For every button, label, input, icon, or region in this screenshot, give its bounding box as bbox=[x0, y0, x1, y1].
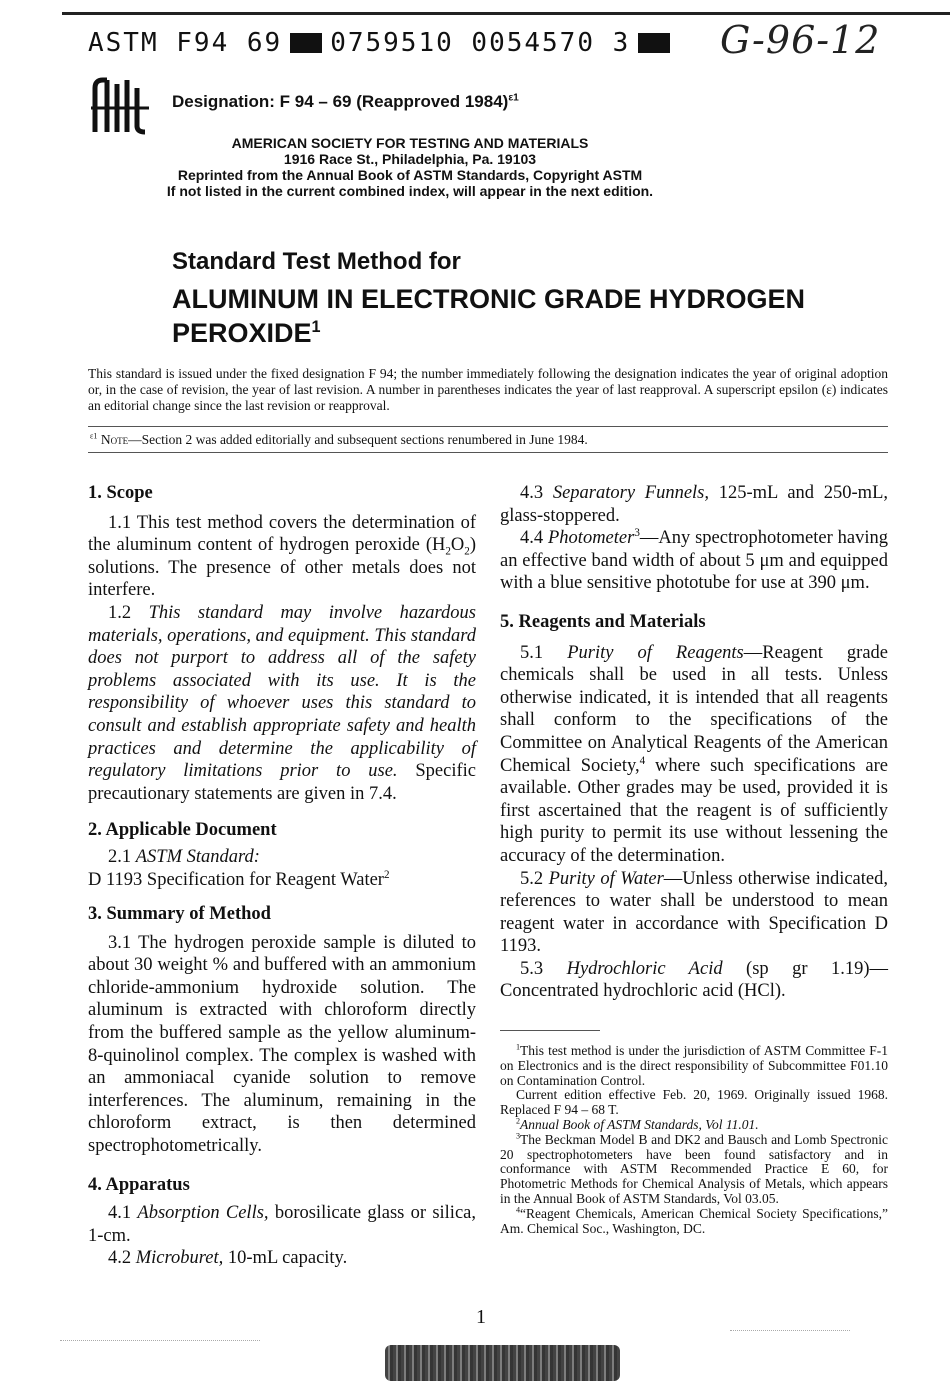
handwritten-note: G-96-12 bbox=[720, 18, 881, 62]
divider bbox=[88, 426, 888, 427]
paragraph-4-1: 4.1 Absorption Cells, borosilicate glass or silica, 1-cm. bbox=[88, 1203, 476, 1246]
divider bbox=[88, 452, 888, 453]
paragraph-5-3: 5.3 Hydrochloric Acid (sp gr 1.19)—Concentrated hydrochloric acid (HCl). bbox=[500, 958, 889, 1002]
section-heading-summary: 3. Summary of Method bbox=[88, 904, 271, 925]
paragraph-1-2: 1.2 This standard may involve hazardous materials, operations, and equipment. This standard does not purport to address all of the safety problems associated with its use. It is the responsibility of whoever uses this standard to consult and establish appropriate safety and health practices and determine the applicability of regulatory limitations prior to use. Specific precautionary statements are given in 7.4. bbox=[88, 602, 477, 804]
paragraph-1-1: 1.1 This test method covers the determination of the aluminum content of hydrogen peroxide $(H_2O_2)$ solutions. The presence of other metals does not interfere. bbox=[88, 512, 476, 601]
publisher-line: Reprinted from the Annual Book of ASTM Standards, Copyright ASTM bbox=[177, 167, 643, 183]
title-superscript: 1 bbox=[311, 318, 321, 336]
redaction-block bbox=[290, 33, 322, 53]
section-heading-scope: 1. Scope bbox=[88, 483, 153, 503]
scan-noise bbox=[730, 1330, 850, 1331]
footnote-1-edition: Current edition effective Feb. 20, 1969. Originally issued 1968. Replaced F 94 – 68 T. bbox=[500, 1087, 888, 1118]
footnote-2: $^2$Annual Book of ASTM Standards, Vol 11.01. bbox=[516, 1116, 759, 1132]
footnotes bbox=[500, 1044, 888, 1236]
paragraph-5-2: 5.2 Purity of Water—Unless otherwise indicated, references to water shall be understood to mean reagent water in accordance with Specification D 1193. bbox=[500, 868, 888, 957]
scan-header bbox=[88, 28, 678, 58]
redaction-block bbox=[638, 33, 670, 53]
paragraph-3-1: 3.1 The hydrogen peroxide sample is diluted to about 30 weight % and buffered with an ammonium chloride-ammonium hydroxide solution. The aluminum is extracted with chloroform directly from the buffered sample as the yellow aluminum-8-quinolinol complex. The complex is washed with an ammoniacal cyanide solution to remove interferences. The aluminum, remaining in the chloroform extract, is then determined spectrophotometrically. bbox=[88, 932, 476, 1157]
paragraph-4-2: 4.2 Microburet, 10-mL capacity. bbox=[108, 1248, 348, 1269]
publisher-line: AMERICAN SOCIETY FOR TESTING AND MATERIALS bbox=[231, 135, 589, 151]
title-line-2: ALUMINUM IN ELECTRONIC GRADE HYDROGEN PEROXIDE$^1$ bbox=[172, 284, 805, 348]
designation-superscript: ε1 bbox=[508, 92, 519, 104]
paragraph-4-4: 4.4 Photometer$^3$—Any spectrophotometer having an effective band width of about 5 μm and equipped with a blue sensitive phototube for use at 390 μm. bbox=[500, 527, 888, 594]
footnote-1: $^1$This test method is under the jurisdiction of ASTM Committee F-1 on Electronics and is the direct responsibility of Subcommittee F01.10 on Contamination Control. bbox=[500, 1042, 888, 1088]
publisher-block bbox=[90, 135, 730, 199]
referenced-document: D 1193 Specification for Reagent Water$^2$ bbox=[88, 868, 390, 890]
scan-stamp bbox=[385, 1345, 620, 1381]
footnote-3: $^3$The Beckman Model B and DK2 and Bausch and Lomb Spectronic 20 spectrophotometers have been found satisfactory and in conformance with ASTM Recommended Practice E 60, for Photometric Methods for Chemical Analysis of Metals, which appears in the Annual Book of ASTM Standards, Vol 03.05. bbox=[500, 1131, 888, 1206]
astm-logo bbox=[87, 74, 153, 138]
paragraph-4-3: 4.3 Separatory Funnels, 125-mL and 250-mL, glass-stoppered. bbox=[500, 483, 889, 526]
right-column bbox=[500, 482, 888, 1003]
section-heading-apparatus: 4. Apparatus bbox=[88, 1174, 190, 1195]
section-heading-reagents: 5. Reagents and Materials bbox=[500, 611, 706, 632]
footnote-separator bbox=[500, 1030, 600, 1031]
editorial-note: $^{\varepsilon 1}$ Note—Section 2 was added editorially and subsequent sections renumbered in June 1984. bbox=[90, 431, 588, 447]
scan-top-border bbox=[62, 12, 950, 15]
paragraph-5-1: 5.1 Purity of Reagents—Reagent grade chemicals shall be used in all tests. Unless otherwise indicated, it is intended that all reagents shall conform to the specifications of the Committee on Analytical Reagents of the American Chemical Society,$^4$ where such specifications are available. Other grades may be used, provided it is first ascertained that the reagent is of sufficiently high purity to permit its use without lessening the accuracy of the determination. bbox=[500, 642, 889, 866]
publisher-line: 1916 Race St., Philadelphia, Pa. 19103 bbox=[283, 151, 537, 167]
footnote-4: $^4$“Reagent Chemicals, American Chemical Society Specifications,” Am. Chemical Soc., Washington, DC. bbox=[500, 1205, 888, 1236]
section-heading-applicable-document: 2. Applicable Document bbox=[88, 820, 277, 841]
scan-header-text-a: ASTM F94 69 bbox=[88, 28, 283, 58]
title-line-1: Standard Test Method for bbox=[172, 248, 461, 275]
publisher-line: If not listed in the current combined index, will appear in the next edition. bbox=[166, 183, 654, 199]
designation: Designation: F 94 – 69 (Reapproved 1984)$^{\varepsilon 1}$ bbox=[172, 92, 519, 111]
scan-header-text-b: 0759510 0054570 3 bbox=[330, 28, 631, 58]
page-number: 1 bbox=[476, 1306, 486, 1328]
paragraph-2-1: 2.1 ASTM Standard: bbox=[108, 846, 260, 867]
scan-noise bbox=[60, 1340, 260, 1341]
issuance-statement: This standard is issued under the fixed designation F 94; the number immediately following the designation indicates the year of original adoption or, in the case of revision, the year of last revision. A number in parentheses indicates the year of last reapproval. A superscript epsilon (ε) indicates an editorial change since the last revision or reapproval. bbox=[88, 366, 888, 413]
left-column bbox=[88, 482, 476, 1270]
